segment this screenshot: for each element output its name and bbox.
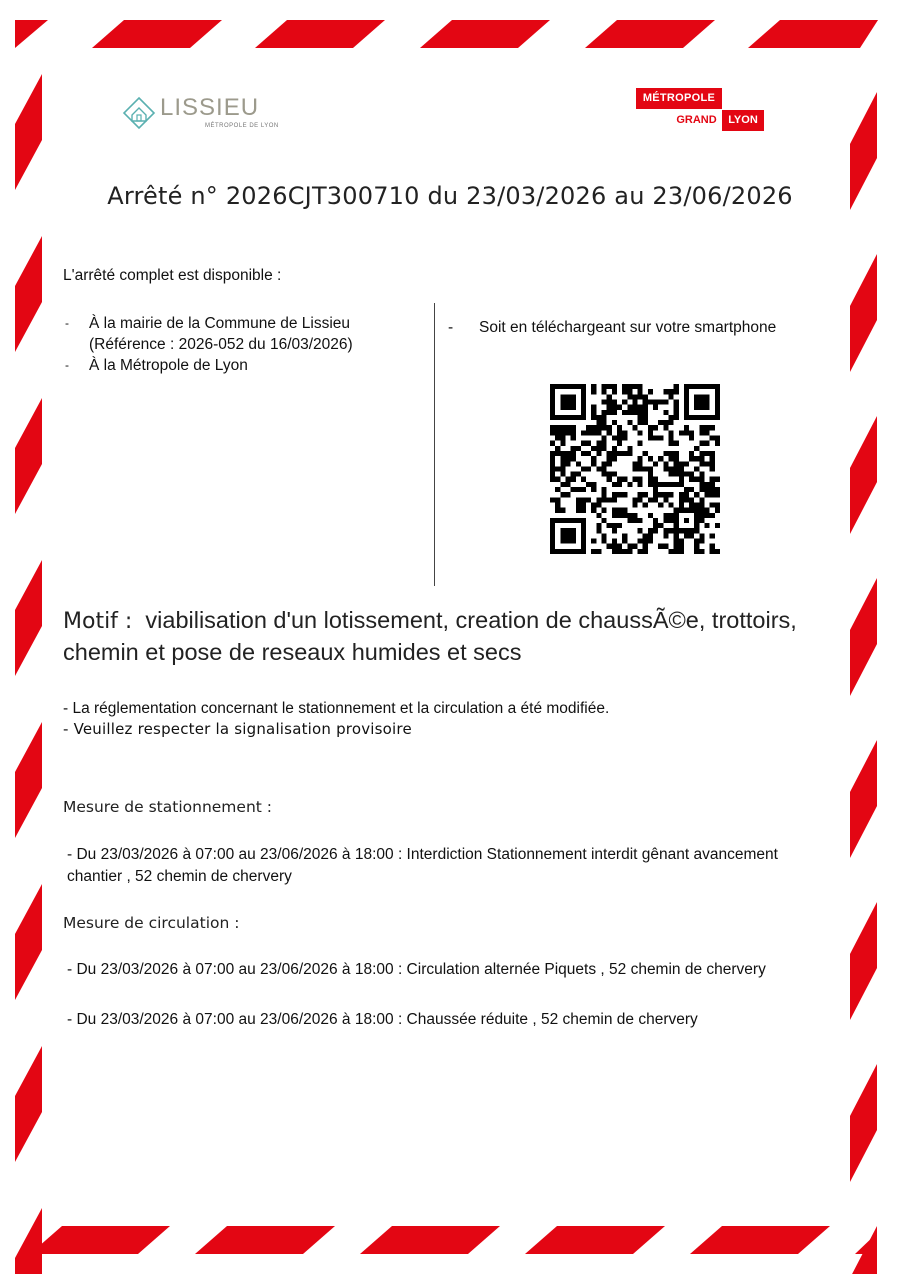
download-item <box>448 319 776 337</box>
motif-label: Motif : <box>63 609 133 634</box>
hazard-stripe <box>15 398 42 514</box>
hazard-stripe <box>585 20 715 48</box>
notes <box>63 698 609 740</box>
hazard-stripe <box>92 20 222 48</box>
hazard-stripe <box>15 560 42 676</box>
hazard-stripe <box>850 1064 877 1182</box>
hazard-stripe <box>690 1226 830 1254</box>
availability-intro: L'arrêté complet est disponible : <box>63 267 282 284</box>
motif-text: viabilisation d'un lotissement, creation de chaussÃ©e, trottoirs, chemin et pose de reseaux humides et secs <box>63 607 797 665</box>
column-divider <box>434 303 435 586</box>
hazard-stripe <box>845 20 878 48</box>
list-item-line1: À la mairie de la Commune de Lissieu <box>89 315 351 332</box>
circulation-measure: - Du 23/03/2026 à 07:00 au 23/06/2026 à 18:00 : Chaussée réduite , 52 chemin de chervery <box>67 1011 698 1028</box>
hazard-stripe <box>30 1226 170 1254</box>
hazard-stripe <box>15 884 42 1000</box>
note-signalisation: - Veuillez respecter la signalisation provisoire <box>63 720 412 738</box>
stationnement-heading: Mesure de stationnement : <box>63 798 272 816</box>
note-regulation: - La réglementation concernant le stationnement et la circulation a été modifiée. <box>63 700 610 717</box>
availability-list <box>63 313 423 376</box>
list-item <box>63 355 423 376</box>
lissieu-subtitle: MÉTROPOLE DE LYON <box>205 123 279 129</box>
hazard-stripe <box>850 740 877 858</box>
list-dash: - <box>65 358 69 372</box>
hazard-stripe <box>420 20 550 48</box>
hazard-stripe <box>15 722 42 838</box>
hazard-stripe <box>15 236 42 352</box>
hazard-stripe <box>850 254 877 372</box>
page-title: Arrêté n° 2026CJT300710 du 23/03/2026 au 23/06/2026 <box>107 182 793 210</box>
hazard-stripe <box>195 1226 335 1254</box>
hazard-stripe <box>360 1226 500 1254</box>
lissieu-house-icon <box>122 96 156 130</box>
qr-code-icon[interactable] <box>550 384 720 554</box>
hazard-stripe <box>850 416 877 534</box>
list-dash: - <box>448 319 454 336</box>
metropole-grand-lyon-logo <box>636 88 766 134</box>
list-item-line1: À la Métropole de Lyon <box>89 357 248 374</box>
hazard-stripe <box>255 20 385 48</box>
lissieu-logo <box>122 94 292 134</box>
hazard-stripe <box>15 74 42 190</box>
lissieu-wordmark: LISSIEU <box>160 94 260 121</box>
stationnement-measure: - Du 23/03/2026 à 07:00 au 23/06/2026 à 18:00 : Interdiction Stationnement interdit gênant avancement chantier , 52 chemin de chervery <box>67 846 778 885</box>
hazard-stripe <box>525 1226 665 1254</box>
list-dash: - <box>65 316 69 330</box>
metro-logo-line1: MÉTROPOLE <box>636 88 722 109</box>
hazard-stripe <box>15 1208 42 1274</box>
circulation-heading: Mesure de circulation : <box>63 914 240 932</box>
metro-logo-lyon: LYON <box>722 110 764 131</box>
circulation-measure: - Du 23/03/2026 à 07:00 au 23/06/2026 à 18:00 : Circulation alternée Piquets , 52 chemin de chervery <box>67 961 766 978</box>
download-text: Soit en téléchargeant sur votre smartphone <box>479 319 777 336</box>
motif <box>63 605 843 667</box>
hazard-stripe <box>15 1046 42 1162</box>
hazard-stripe <box>850 578 877 696</box>
hazard-stripe <box>850 902 877 1020</box>
list-item <box>63 313 423 355</box>
list-item-line2: (Référence : 2026-052 du 16/03/2026) <box>89 336 353 353</box>
metro-logo-grand: GRAND <box>676 114 717 126</box>
